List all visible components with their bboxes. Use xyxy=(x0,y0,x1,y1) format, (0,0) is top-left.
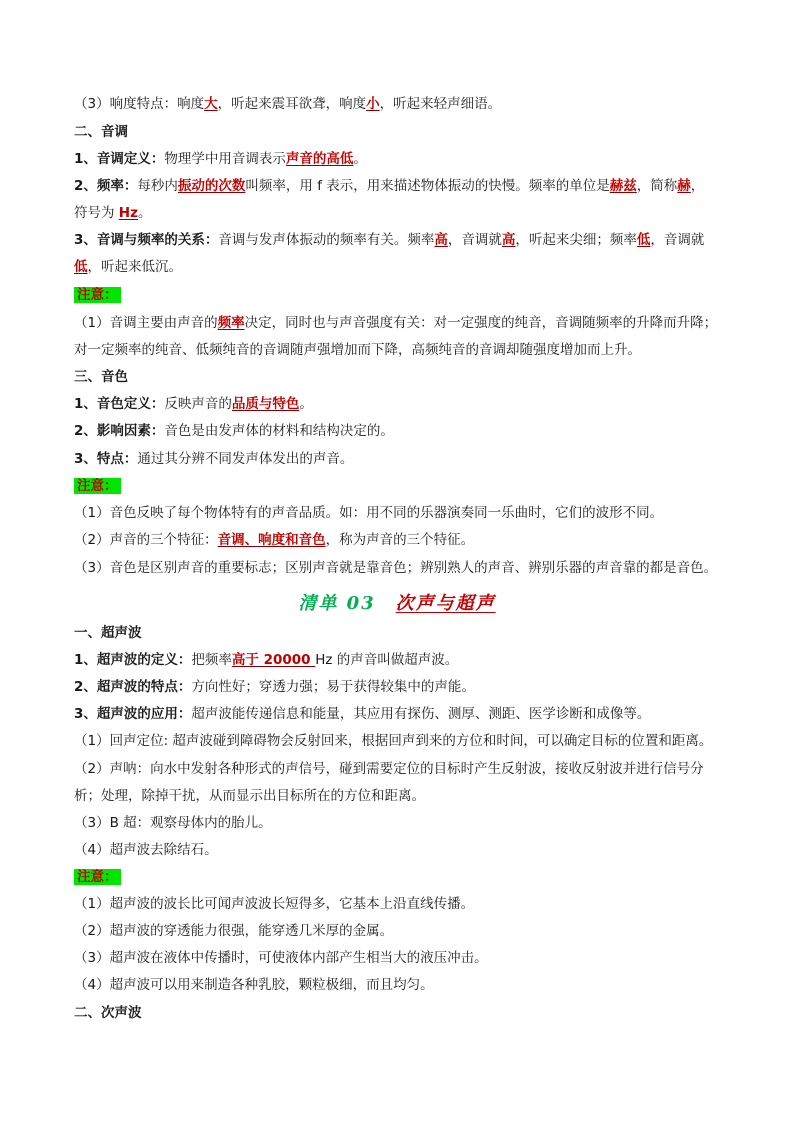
application-b-ultrasound: （3）B 超：观察母体内的胎儿。 xyxy=(74,815,272,831)
heading-ultrasound: 一、超声波 xyxy=(74,625,142,641)
application-sonar-1: （2）声呐：向水中发射各种形式的声信号，碰到需要定位的目标时产生反射波，接收反射波并进行信号分 xyxy=(74,761,704,777)
ultrasound-note-2: （2）超声波的穿透能力很强，能穿透几米厚的金属。 xyxy=(74,923,394,939)
timbre-note-line-1: （1）音色反映了每个物体特有的声音品质。如：用不同的乐器演奏同一乐曲时，它们的波形不同。 xyxy=(74,505,664,521)
pitch-frequency-relation-cont: 低，听起来低沉。 xyxy=(74,259,182,275)
note-label: 注意： xyxy=(74,868,121,886)
application-sonar-2: 析；处理，除掉干扰，从而显示出目标所在的方位和距离。 xyxy=(74,788,425,804)
ultrasound-note-4: （4）超声波可以用来制造各种乳胶，颗粒极细，而且均匀。 xyxy=(74,977,434,993)
application-stone-removal: （4）超声波去除结石。 xyxy=(74,842,218,858)
heading-infrasound: 二、次声波 xyxy=(74,1005,142,1021)
loudness-feature-line: （3）响度特点：响度大，听起来震耳欲聋，响度小，听起来轻声细语。 xyxy=(74,96,502,112)
pitch-note-line-1: （1）音调主要由声音的频率决定，同时也与声音强度有关：对一定强度的纯音，音调随频率的升降而升降； xyxy=(74,315,718,331)
ultrasound-application-line: 3、超声波的应用：超声波能传递信息和能量，其应用有探伤、测厚、测距、医学诊断和成像等。 xyxy=(74,706,651,722)
section-title: 清单 03 次声与超声 xyxy=(298,593,496,614)
ultrasound-note-1: （1）超声波的波长比可闻声波波长短得多，它基本上沿直线传播。 xyxy=(74,896,475,912)
pitch-definition-line: 1、音调定义：物理学中用音调表示声音的高低。 xyxy=(74,151,367,167)
pitch-frequency-relation-line: 3、音调与频率的关系：音调与发声体振动的频率有关。频率高，音调就高，听起来尖细；频率低，音调就 xyxy=(74,232,705,248)
timbre-feature-line: 3、特点：通过其分辨不同发声体发出的声音。 xyxy=(74,451,354,467)
note-label: 注意： xyxy=(74,286,121,304)
note-label: 注意： xyxy=(74,477,121,495)
ultrasound-feature-line: 2、超声波的特点：方向性好；穿透力强；易于获得较集中的声能。 xyxy=(74,679,475,695)
timbre-definition-line: 1、音色定义：反映声音的品质与特色。 xyxy=(74,396,313,412)
ultrasound-note-3: （3）超声波在液体中传播时，可使液体内部产生相当大的液压冲击。 xyxy=(74,950,488,966)
heading-pitch: 二、音调 xyxy=(74,124,128,140)
timbre-note-line-3: （3）音色是区别声音的重要标志；区别声音就是靠音色；辨别熟人的声音、辨别乐器的声音靠的都是音色。 xyxy=(74,560,718,576)
timbre-factor-line: 2、影响因素：音色是由发声体的材料和结构决定的。 xyxy=(74,423,394,439)
application-echolocation: （1）回声定位: 超声波碰到障碍物会反射回来，根据回声到来的方位和时间，可以确定目标的位置和距离。 xyxy=(74,733,713,749)
pitch-note-line-2: 对一定频率的纯音、低频纯音的音调随声强增加而下降，高频纯音的音调却随强度增加而上升。 xyxy=(74,342,641,358)
heading-timbre: 三、音色 xyxy=(74,369,128,385)
frequency-symbol-line: 符号为 Hz。 xyxy=(74,205,152,221)
ultrasound-definition-line: 1、超声波的定义：把频率高于 20000 Hz 的声音叫做超声波。 xyxy=(74,652,459,668)
frequency-line: 2、频率：每秒内振动的次数叫频率，用 f 表示，用来描述物体振动的快慢。频率的单位是赫兹，简称赫， xyxy=(74,178,705,194)
timbre-note-line-2: （2）声音的三个特征：音调、响度和音色，称为声音的三个特征。 xyxy=(74,532,475,548)
